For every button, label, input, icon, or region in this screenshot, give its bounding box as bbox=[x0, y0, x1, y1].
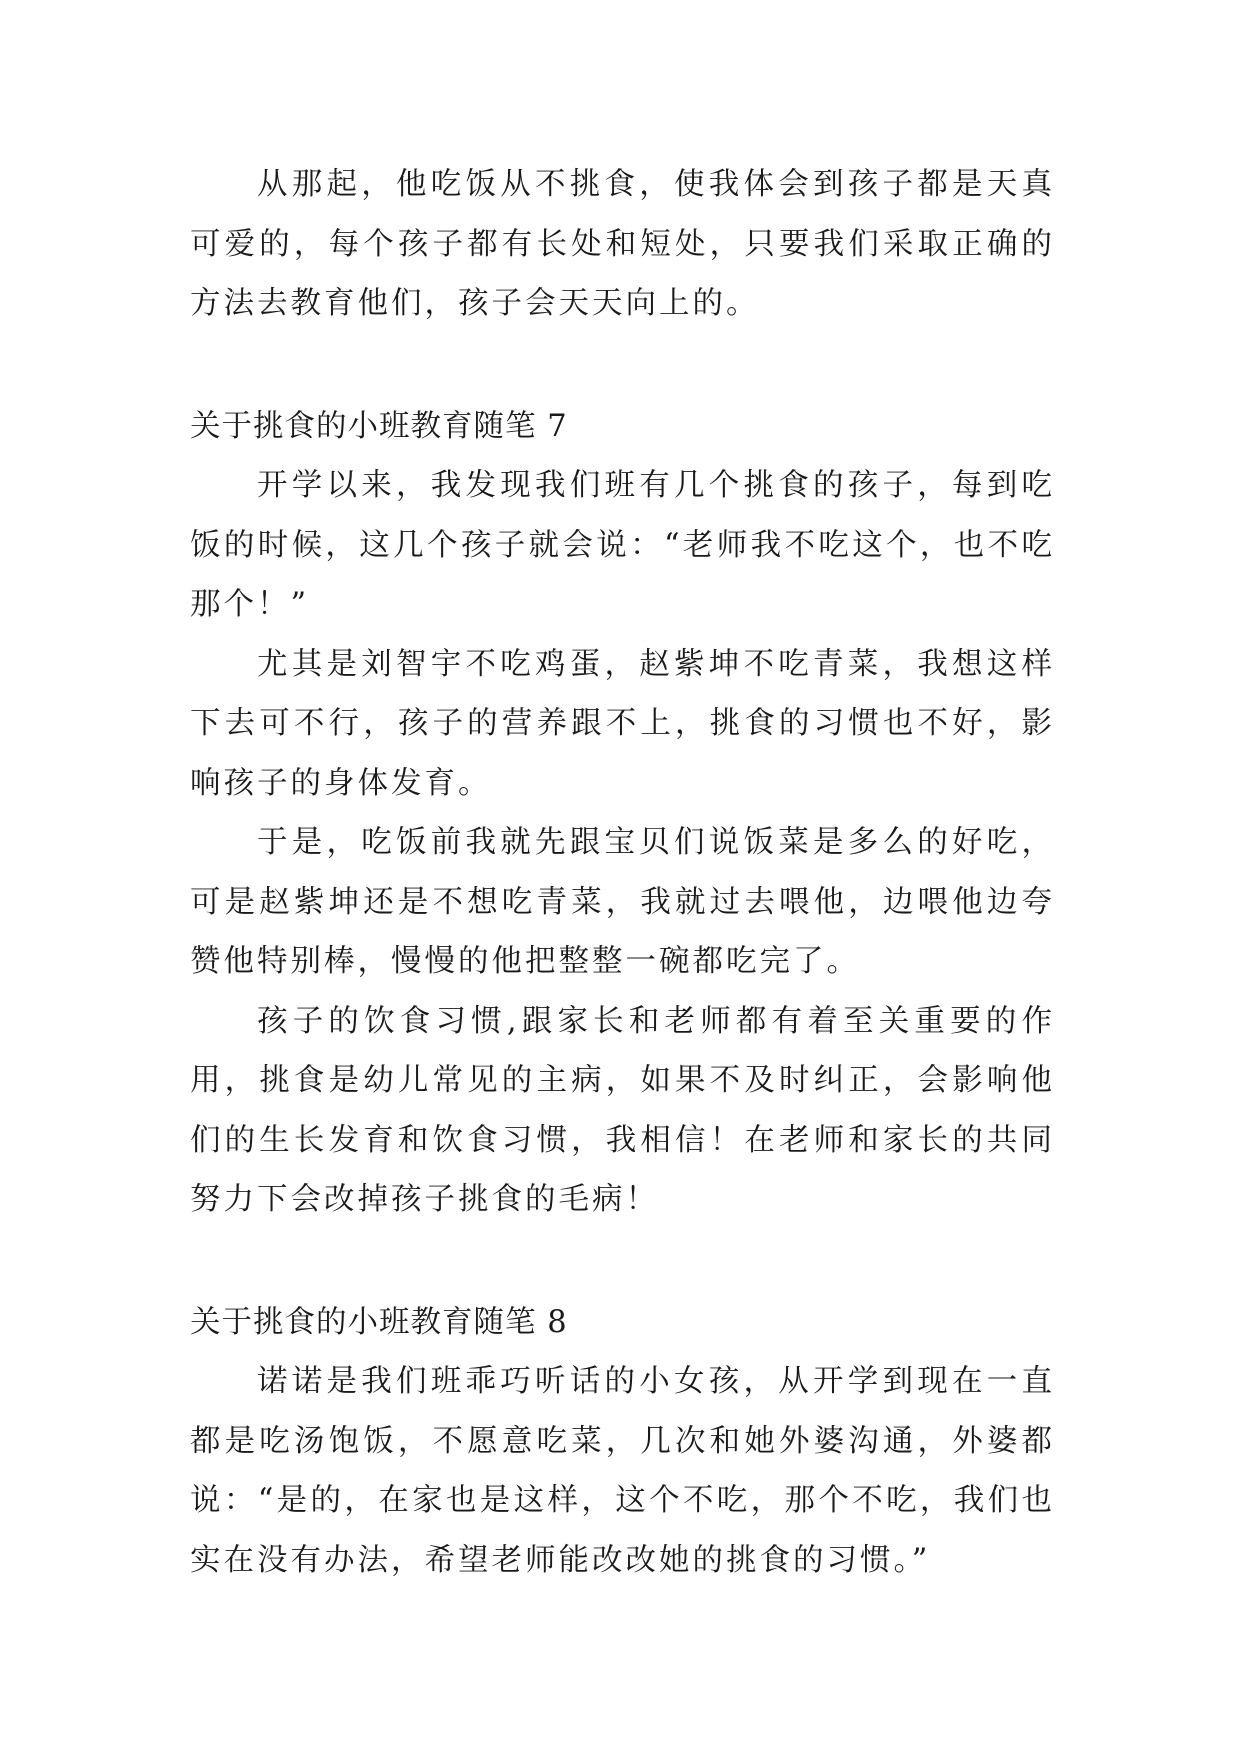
paragraph-essay-7-intro: 开学以来，我发现我们班有几个挑食的孩子，每到吃饭的时候，这几个孩子就会说：“老师我不吃这个，也不吃那个！” bbox=[190, 468, 1055, 622]
paragraph-essay-8-intro: 诺诺是我们班乖巧听话的小女孩，从开学到现在一直都是吃汤饱饭，不愿意吃菜，几次和她外婆沟通，外婆都说：“是的，在家也是这样，这个不吃，那个不吃，我们也实在没有办法，希望老师能改改她的挑食的习惯。” bbox=[190, 1364, 1055, 1578]
section-spacer bbox=[190, 334, 1055, 397]
section-heading-essay-7: 关于挑食的小班教育随笔 7 bbox=[190, 408, 568, 444]
section-heading-essay-8: 关于挑食的小班教育随笔 8 bbox=[190, 1304, 568, 1340]
paragraph-essay-7-conclusion: 孩子的饮食习惯,跟家长和老师都有着至关重要的作用，挑食是幼儿常见的主病，如果不及时纠正，会影响他们的生长发育和饮食习惯，我相信！在老师和家长的共同努力下会改掉孩子挑食的毛病！ bbox=[190, 1003, 1055, 1217]
paragraph-conclusion-essay-6: 从那起，他吃饭从不挑食，使我体会到孩子都是天真可爱的，每个孩子都有长处和短处，只要我们采取正确的方法去教育他们，孩子会天天向上的。 bbox=[190, 167, 1055, 321]
document-body bbox=[190, 155, 1055, 1590]
paragraph-essay-7-approach: 于是，吃饭前我就先跟宝贝们说饭菜是多么的好吃，可是赵紫坤还是不想吃青菜，我就过去喂他，边喂他边夸赞他特别棒，慢慢的他把整整一碗都吃完了。 bbox=[190, 825, 1055, 979]
section-spacer bbox=[190, 1230, 1055, 1293]
paragraph-essay-7-problem: 尤其是刘智宇不吃鸡蛋，赵紫坤不吃青菜，我想这样下去可不行，孩子的营养跟不上，挑食的习惯也不好，影响孩子的身体发育。 bbox=[190, 646, 1055, 801]
